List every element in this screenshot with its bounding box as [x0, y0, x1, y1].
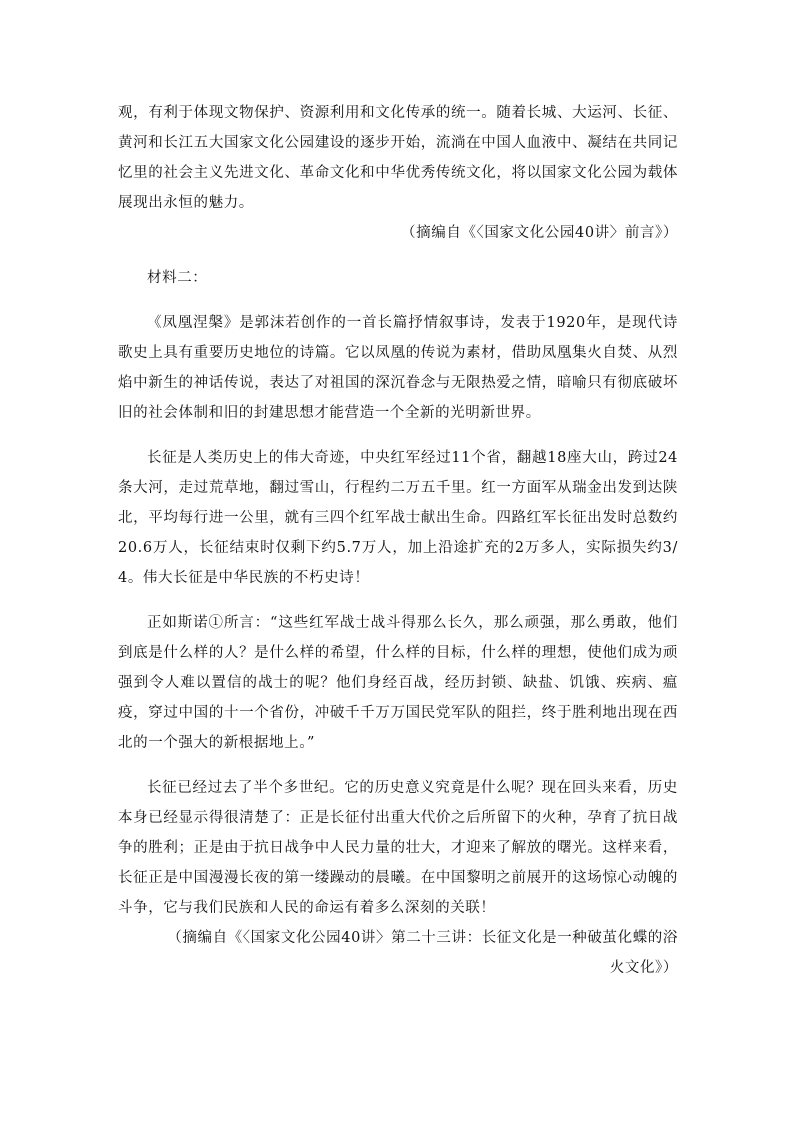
material-two-heading: 材料二： [147, 270, 208, 286]
paragraph-long-march-facts: 长征是人类历史上的伟大奇迹，中央红军经过11个省，翻越18座大山，跨过24条大河，走过荒草地，翻过雪山，行程约二万五千里。红一方面军从瑞金出发到达陕北，平均每行进一公里，就有三四个红军战士献出生命。四路红军长征出发时总数约20.6万人，长征结束时仅剩下约5.7万人，加上沿途扩充的2万多人，实际损失约3/4。伟大长征是中华民族的不朽史诗！ [118, 450, 678, 586]
paragraph-phoenix-poem: 《凤凰涅槃》是郭沫若创作的一首长篇抒情叙事诗，发表于1920年，是现代诗歌史上具有重要历史地位的诗篇。它以凤凰的传说为素材，借助凤凰集火自焚、从烈焰中新生的神话传说，表达了对祖国的深沉眷念与无限热爱之情，暗喻只有彻底破坏旧的社会体制和旧的封建思想才能营造一个全新的光明新世界。 [118, 315, 678, 421]
material-two-source: （摘编自《〈国家文化公园40讲〉第二十三讲：长征文化是一种破茧化蝶的浴火文化》） [167, 930, 678, 976]
document-page [118, 98, 678, 983]
paragraph-snow-quote: 正如斯诺①所言：“这些红军战士战斗得那么长久，那么顽强，那么勇敢，他们到底是什么样的人？是什么样的希望，什么样的目标，什么样的理想，使他们成为顽强到令人难以置信的战士的呢？他们身经百战，经历封锁、缺盐、饥饿、疾病、瘟疫，穿过中国的十一个省份，冲破千千万万国民党军队的阻拦，终于胜利地出现在西北的一个强大的新根据地上。” [118, 615, 678, 751]
material-one-source: （摘编自《〈国家文化公园40讲〉前言》） [401, 225, 678, 241]
paragraph-historical-significance: 长征已经过去了半个多世纪。它的历史意义究竟是什么呢？现在回头来看，历史本身已经显示得很清楚了：正是长征付出重大代价之后所留下的火种，孕育了抗日战争的胜利；正是由于抗日战争中人民力量的壮大，才迎来了解放的曙光。这样来看，长征正是中国漫漫长夜的第一缕躁动的晨曦。在中国黎明之前展开的这场惊心动魄的斗争，它与我们民族和人民的命运有着多么深刻的关联！ [118, 780, 678, 916]
material-one-paragraph: 观，有利于体现文物保护、资源利用和文化传承的统一。随着长城、大运河、长征、黄河和长江五大国家文化公园建设的逐步开始，流淌在中国人血液中、凝结在共同记忆里的社会主义先进文化、革命文化和中华优秀传统文化，将以国家文化公园为载体展现出永恒的魅力。 [118, 105, 678, 211]
